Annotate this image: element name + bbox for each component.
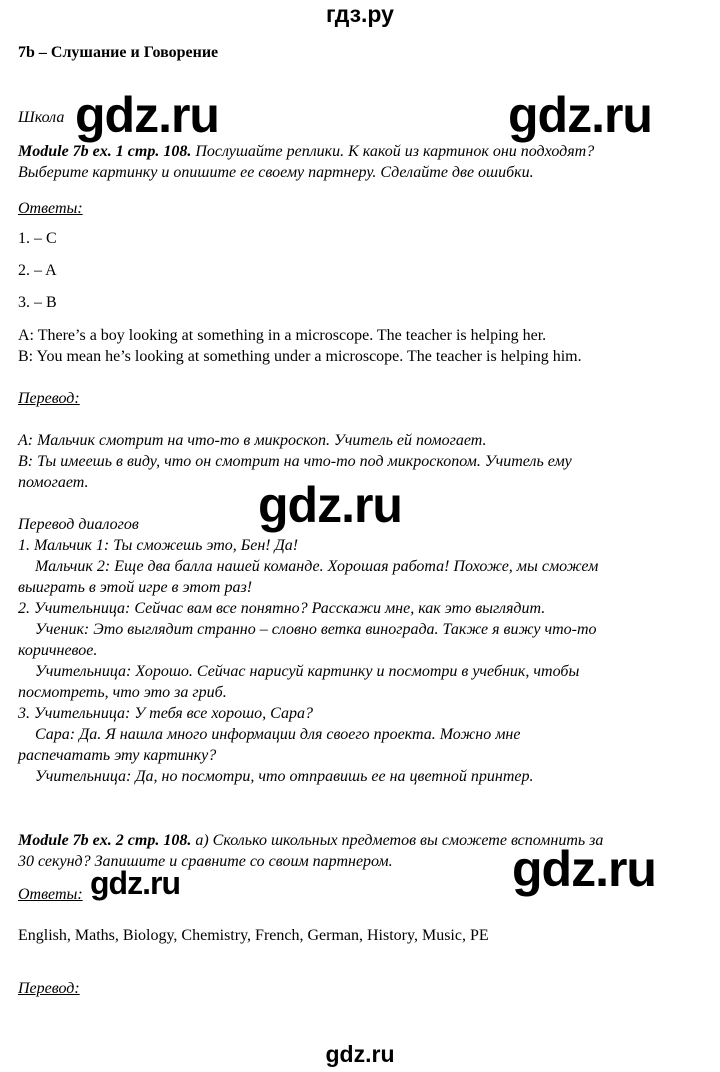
dialog-line-7: Учительница: Хорошо. Сейчас нарисуй картинку и посмотри в учебник, чтобы (35, 663, 580, 680)
ex1-dialog-line1: A: There’s a boy looking at something in a microscope. The teacher is helping her. (18, 327, 547, 344)
ex1-answer-1: 1. – C (18, 230, 57, 247)
dialog-line-8: посмотреть, что это за гриб. (18, 684, 227, 701)
dialog-line-9: 3. Учительница: У тебя все хорошо, Сара? (18, 705, 313, 722)
site-footer[interactable]: gdz.ru (325, 1041, 395, 1067)
ex1-answer-2: 2. – A (18, 262, 57, 279)
ex2-answers-label: Ответы: (18, 886, 83, 903)
site-header[interactable]: гдз.ру (326, 1, 394, 27)
watermark-top-left: gdz.ru (75, 87, 219, 143)
dialog-line-4: 2. Учительница: Сейчас вам все понятно? Расскажи мне, как это выглядит. (18, 600, 546, 617)
school-label: Школа (18, 109, 65, 126)
ex1-translation-line1: A: Мальчик смотрит на что-то в микроскоп. Учитель ей помогает. (18, 432, 487, 449)
watermark-middle: gdz.ru (258, 477, 402, 533)
ex1-answers-label: Ответы: (18, 200, 83, 217)
watermark-bottom-right: gdz.ru (512, 841, 656, 897)
ex2-task-text: а) Сколько школьных предметов вы сможете вспомнить за (191, 832, 604, 849)
dialog-line-2: Мальчик 2: Еще два балла нашей команде. Хорошая работа! Похоже, мы сможем (35, 558, 599, 575)
watermark-top-right: gdz.ru (508, 87, 652, 143)
dialogs-title: Перевод диалогов (18, 516, 139, 533)
dialog-line-3: выиграть в этой игре в этот раз! (18, 579, 253, 596)
ex1-ref: Module 7b ex. 1 стр. 108. (18, 143, 192, 160)
ex1-dialog-line2: B: You mean he’s looking at something under a microscope. The teacher is helping him. (18, 348, 582, 365)
ex1-task-line1 (18, 141, 594, 162)
dialog-line-12: Учительница: Да, но посмотри, что отправишь ее на цветной принтер. (35, 768, 534, 785)
ex1-translation-label: Перевод: (18, 390, 80, 407)
ex1-answer-3: 3. – B (18, 294, 57, 311)
ex2-task-line2: 30 секунд? Запишите и сравните со своим партнером. (18, 853, 393, 870)
watermark-answers: gdz.ru (90, 865, 180, 901)
dialog-line-5: Ученик: Это выглядит странно – словно ветка винограда. Также я вижу что-то (35, 621, 597, 638)
ex1-translation-line2: B: Ты имеешь в виду, что он смотрит на что-то под микроскопом. Учитель ему (18, 453, 572, 470)
section-title: 7b – Слушание и Говорение (18, 44, 219, 61)
dialog-line-1: 1. Мальчик 1: Ты сможешь это, Бен! Да! (18, 537, 299, 554)
ex2-translation-label: Перевод: (18, 980, 80, 997)
ex1-task-text: Послушайте реплики. К какой из картинок они подходят? (191, 143, 595, 160)
dialog-line-10: Сара: Да. Я нашла много информации для своего проекта. Можно мне (35, 726, 521, 743)
ex1-translation-line3: помогает. (18, 474, 89, 491)
ex1-task-line2: Выберите картинку и опишите ее своему партнеру. Сделайте две ошибки. (18, 164, 534, 181)
dialog-line-6: коричневое. (18, 642, 98, 659)
dialog-line-11: распечатать эту картинку? (18, 747, 217, 764)
ex2-ref: Module 7b ex. 2 стр. 108. (18, 832, 192, 849)
ex2-answer: English, Maths, Biology, Chemistry, French, German, History, Music, PE (18, 927, 489, 944)
ex2-task-line1 (18, 830, 603, 851)
